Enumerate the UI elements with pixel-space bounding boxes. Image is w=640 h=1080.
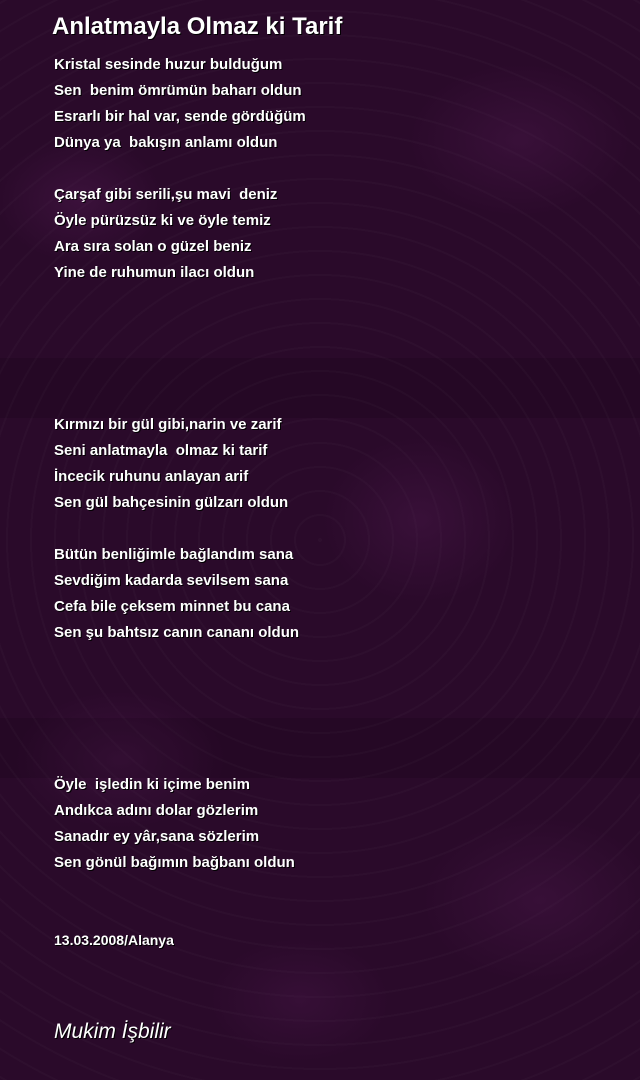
poem-line: Öyle işledin ki içime benim: [54, 776, 250, 793]
poem-line: Cefa bile çeksem minnet bu cana: [54, 598, 290, 615]
poem-line: Çarşaf gibi serili,şu mavi deniz: [54, 186, 278, 203]
poem-stanza-5: [54, 772, 295, 876]
poem-line: Öyle pürüzsüz ki ve öyle temiz: [54, 212, 271, 229]
poem-author: Mukim İşbilir: [54, 1020, 171, 1043]
poem-line: Esrarlı bir hal var, sende gördüğüm: [54, 108, 306, 125]
poem-stanza-1: [54, 52, 306, 156]
poem-line: Seni anlatmayla olmaz ki tarif: [54, 442, 268, 459]
poem-line: Sevdiğim kadarda sevilsem sana: [54, 572, 289, 589]
poem-line: Dünya ya bakışın anlamı oldun: [54, 134, 278, 151]
poem-line: Andıkca adını dolar gözlerim: [54, 802, 259, 819]
poem-date-place: 13.03.2008/Alanya: [54, 932, 174, 948]
poem-line: Sanadır ey yâr,sana sözlerim: [54, 828, 260, 845]
poem-line: Ara sıra solan o güzel beniz: [54, 238, 252, 255]
poem-line: Sen gül bahçesinin gülzarı oldun: [54, 494, 289, 511]
poem-line: Yine de ruhumun ilacı oldun: [54, 264, 255, 281]
poem-line: Sen şu bahtsız canın cananı oldun: [54, 624, 300, 641]
poem-line: Bütün benliğimle bağlandım sana: [54, 546, 294, 563]
poem-line: Sen benim ömrümün baharı oldun: [54, 82, 302, 99]
poem-title: Anlatmayla Olmaz ki Tarif: [52, 13, 343, 40]
poem-line: Sen gönül bağımın bağbanı oldun: [54, 854, 295, 871]
poem-line: Kırmızı bir gül gibi,narin ve zarif: [54, 416, 282, 433]
poem-line: İncecik ruhunu anlayan arif: [54, 468, 249, 485]
background-band: [0, 718, 640, 778]
poem-stanza-3: [54, 412, 288, 516]
poem-line: Kristal sesinde huzur bulduğum: [54, 56, 283, 73]
background-band: [0, 358, 640, 418]
poem-stanza-2: [54, 182, 277, 286]
poem-stanza-4: [54, 542, 299, 646]
